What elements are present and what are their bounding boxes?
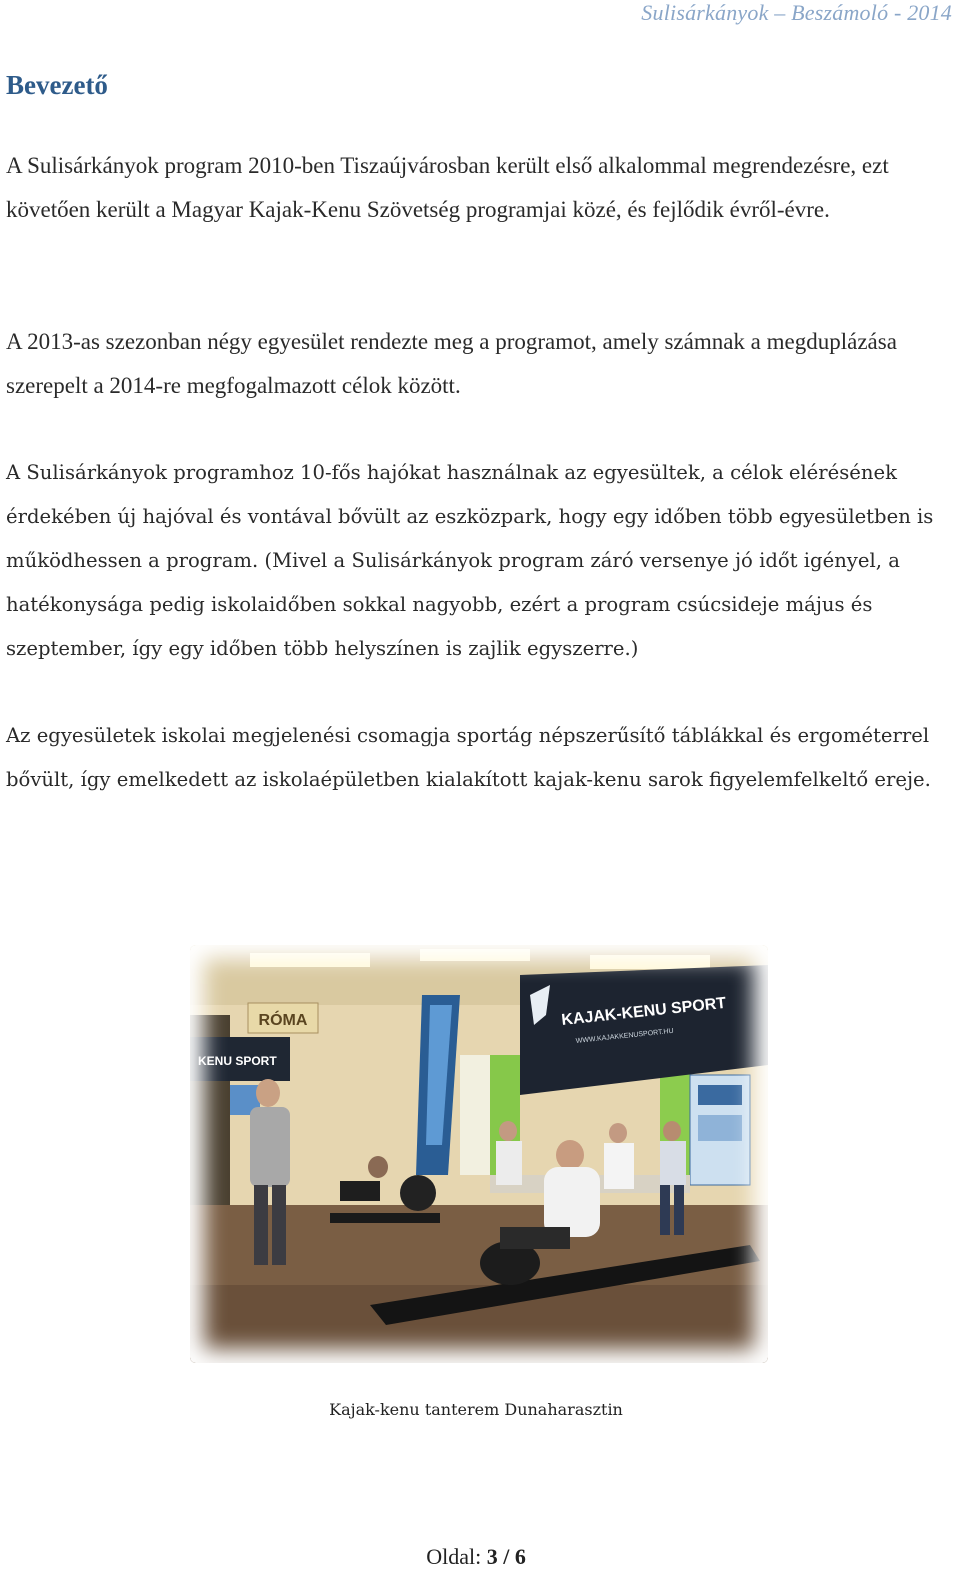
page-total: 6: [514, 1544, 526, 1569]
page-number: [0, 1544, 952, 1570]
banner-left-text: KENU SPORT: [198, 1054, 277, 1068]
roma-sign-text: RÓMA: [258, 1012, 308, 1029]
classroom-photo: [190, 945, 768, 1363]
running-header: Sulisárkányok – Beszámoló - 2014: [641, 0, 952, 25]
paragraph-school-package: Az egyesületek iskolai megjelenési csomagja sportág népszerűsítő táblákkal és ergométerrel bővült, így emelkedett az iskolaépületben kialakított kajak-kenu sarok figyelemfelkeltő ereje.: [6, 724, 931, 791]
paragraph-boats: A Sulisárkányok programhoz 10-fős hajókat használnak az egyesültek, a célok elérésének érdekében új hajóval és vontával bővült az eszközpark, hogy egy időben több egyesületben is működhessen a program. (Mivel a Sulisárkányok program záró versenye jó időt igényel, a hatékonysága pedig iskolaidőben sokkal nagyobb, ezért a program csúcsideje május és szeptember, így egy időben több helyszínen is zajlik egyszerre.): [6, 461, 934, 660]
paragraph-2013-season: A 2013-as szezonban négy egyesület rendezte meg a programot, amely számnak a megduplázása szerepelt a 2014-re megfogalmazott célok között.: [6, 329, 897, 398]
page-current: 3: [486, 1544, 498, 1569]
figure-caption: Kajak-kenu tanterem Dunaharasztin: [329, 1400, 623, 1419]
banner-right-text: KAJAK-KENU SPORT: [560, 994, 727, 1029]
page-label: Oldal:: [426, 1544, 482, 1569]
section-heading: Bevezető: [6, 70, 108, 100]
banner-url-text: WWW.KAJAKKENUSPORT.HU: [575, 1027, 674, 1045]
classroom-photo-illustration: [190, 945, 768, 1363]
paragraph-intro: A Sulisárkányok program 2010-ben Tiszaújvárosban került első alkalommal megrendezésre, ezt követően került a Magyar Kajak-Kenu Szövetség programjai közé, és fejlődik évről-évre.: [6, 153, 889, 222]
page-separator: /: [503, 1544, 510, 1569]
